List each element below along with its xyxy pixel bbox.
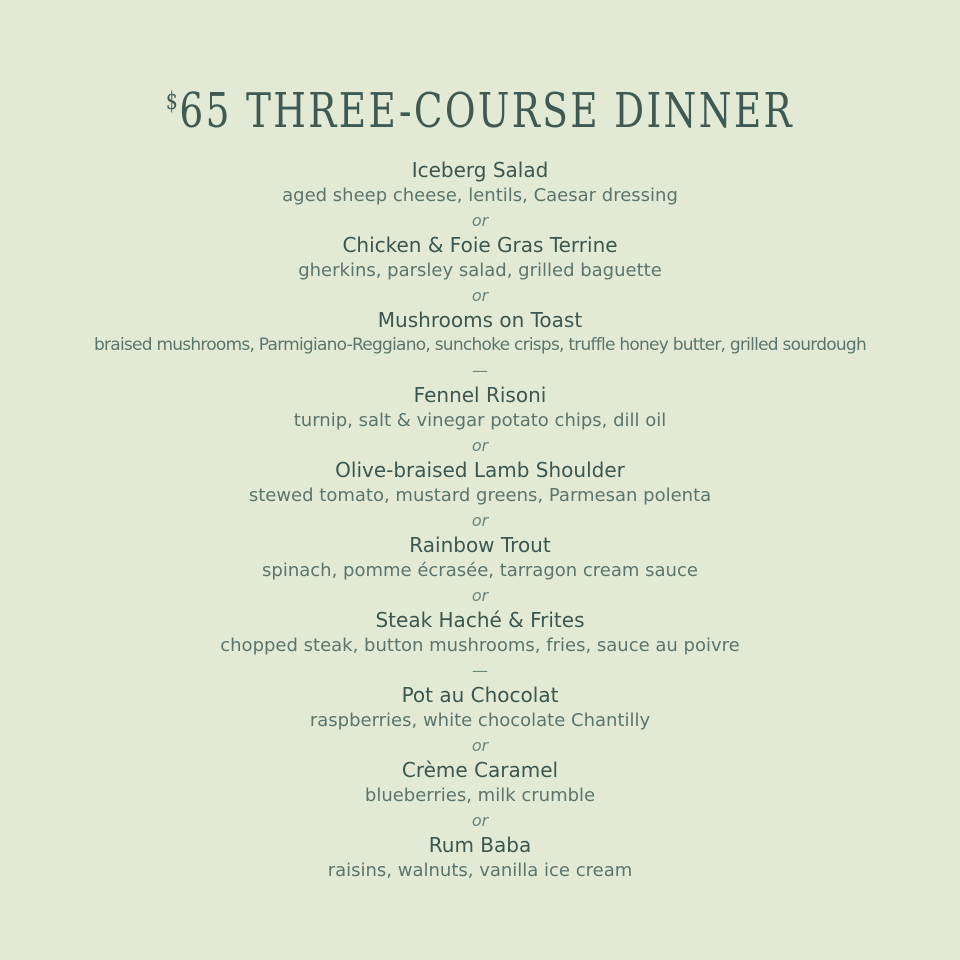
dish-description: stewed tomato, mustard greens, Parmesan polenta [248,485,712,506]
dish-name: Iceberg Salad [411,158,549,182]
or-separator: or [471,511,489,530]
dish-description: braised mushrooms, Parmigiano-Reggiano, sunchoke crisps, truffle honey butter, grilled sourdough [94,335,866,355]
course-divider: — [472,361,488,380]
or-separator: or [471,286,489,305]
dish-description: blueberries, milk crumble [364,785,596,806]
dish-description: aged sheep cheese, lentils, Caesar dressing [282,185,678,206]
dish-name: Mushrooms on Toast [377,308,583,332]
dish-name: Steak Haché & Frites [375,608,585,632]
menu-title [106,72,855,140]
dish-description: raisins, walnuts, vanilla ice cream [327,860,633,881]
or-separator: or [471,736,489,755]
or-separator: or [471,211,489,230]
menu-items [0,158,960,883]
dish-name: Pot au Chocolat [401,683,559,707]
or-separator: or [471,586,489,605]
menu-title-text: 65 THREE-COURSE DINNER [179,83,795,139]
dish-description: spinach, pomme écrasée, tarragon cream sauce [262,560,698,581]
course-divider: — [472,661,488,680]
dish-name: Crème Caramel [401,758,559,782]
or-separator: or [471,436,489,455]
dish-description: chopped steak, button mushrooms, fries, sauce au poivre [220,635,740,656]
dish-name: Rum Baba [428,833,532,857]
or-separator: or [471,811,489,830]
dish-description: raspberries, white chocolate Chantilly [309,710,651,731]
dish-description: turnip, salt & vinegar potato chips, dill oil [293,410,667,431]
dish-name: Fennel Risoni [413,383,547,407]
dish-name: Olive-braised Lamb Shoulder [335,458,625,482]
dish-name: Rainbow Trout [409,533,551,557]
dish-description: gherkins, parsley salad, grilled baguette [298,260,662,281]
currency-symbol: $ [165,87,178,115]
dish-name: Chicken & Foie Gras Terrine [342,233,618,257]
